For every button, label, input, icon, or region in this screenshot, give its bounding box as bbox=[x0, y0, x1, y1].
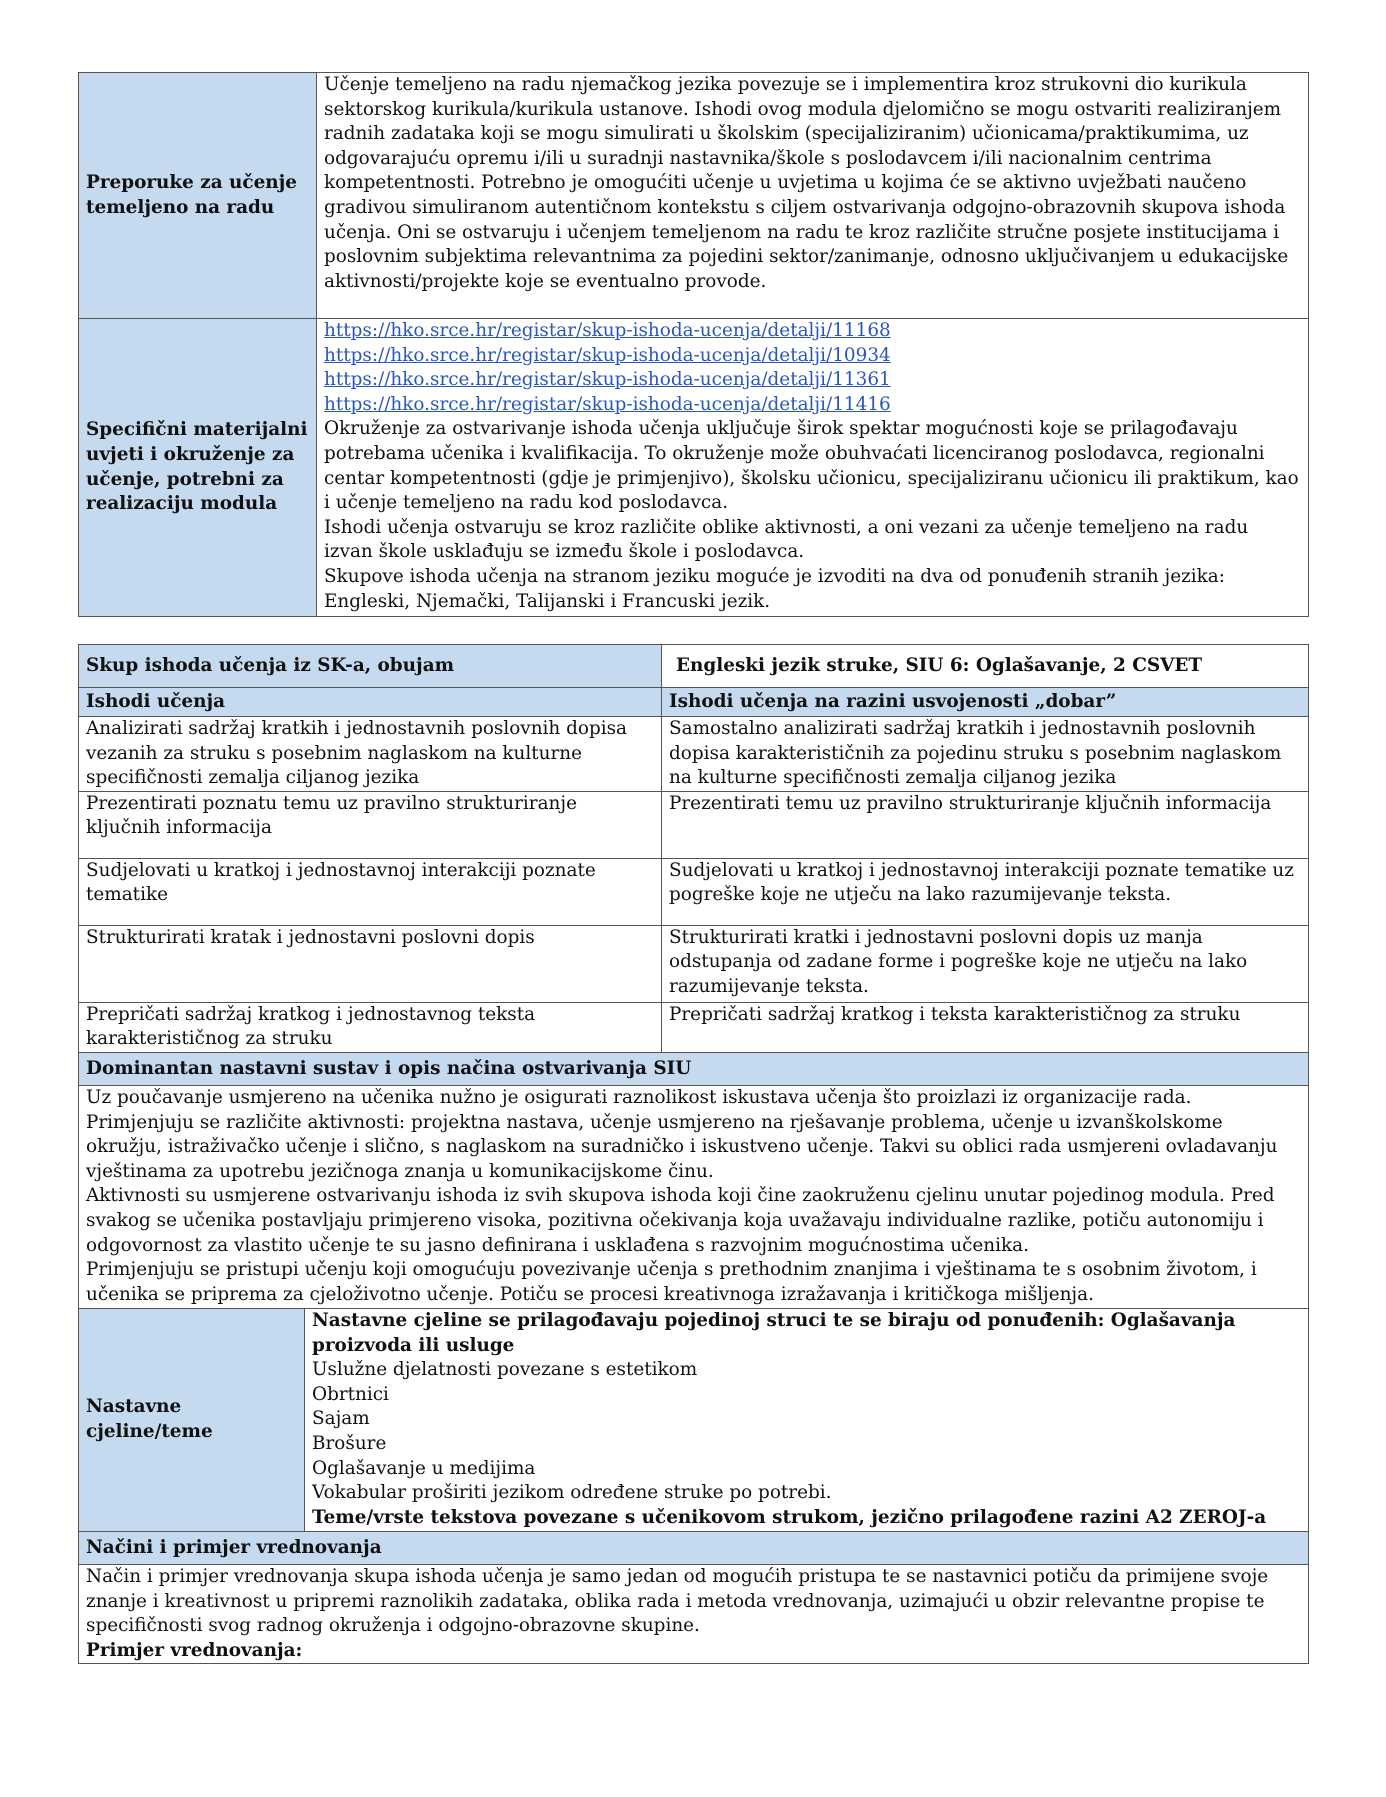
units-cell bbox=[305, 1308, 1309, 1531]
table-row bbox=[79, 319, 1309, 617]
recommendations-text: Učenje temeljeno na radu njemačkog jezika povezuje se i implementira kroz strukovni dio kurikula sektorskog kurikula/kurikula ustanove. Ishodi ovog modula djelomično se mogu ostvariti realiziranjem radnih zadataka koji se mogu simulirati u školskim (specijaliziranim) učionicama/praktikumima, uz odgovarajuću opremu i/ili u suradnji nastavnika/škole s poslodavcem i/ili nacionalnim centrima kompetentnosti. Potrebno je omogućiti učenje u uvjetima u kojima će se aktivno uvježbati naučeno gradivou simuliranom autentičnom kontekstu s ciljem ostvarivanja odgojno-obrazovnih skupova ishoda učenja. Oni se ostvaruju i učenjem temeljenom na radu te kroz različite stručne posjete institucijama i poslovnim subjektima relevantnima za pojedini sektor/zanimanje, odnosno uključivanjem u edukacijske aktivnosti/projekte koje se eventualno provode. bbox=[317, 73, 1309, 319]
units-label: Nastavne cjeline/teme bbox=[79, 1308, 305, 1531]
dominant-paragraph-1: Uz poučavanje usmjereno na učenika nužno je osigurati raznolikost iskustava učenja što proizlazi iz organizacije rada. Primjenjuju se različite aktivnosti: projektna nastava, učenje usmjereno na rješavanje problema, učenje u izvanškolskome okružju, istraživačko učenje i slično, s naglaskom na suradničko i iskustveno učenje. Takvi su oblici rada usmjereni ovladavanju vještinama za upotrebu jezičnoga znanja u komunikacijskome činu. bbox=[86, 1086, 1278, 1182]
table-row bbox=[79, 688, 1309, 717]
col-header-outcomes-good: Ishodi učenja na razini usvojenosti „dobar” bbox=[662, 688, 1309, 717]
dominant-system-cell bbox=[79, 1085, 1309, 1308]
work-based-learning-table bbox=[78, 72, 1309, 617]
environment-paragraph: Okruženje za ostvarivanje ishoda učenja uključuje širok spektar mogućnosti koje se prilagođavaju potrebama učenika i kvalifikacija. To okruženje može obuhvaćati licenciranog poslodavca, regionalni centar kompetentnosti (gdje je primjenjivo), školsku učionicu, specijaliziranu učionicu ili praktikum, kao i učenje temeljeno na radu kod poslodavca. bbox=[324, 418, 1299, 514]
languages-paragraph: Skupove ishoda učenja na stranom jeziku moguće je izvoditi na dva od ponuđenih stranih jezika: Engleski, Njemački, Talijanski i Francuski jezik. bbox=[324, 565, 1225, 612]
registry-link-4[interactable]: https://hko.srce.hr/registar/skup-ishoda-ucenja/detalji/11416 bbox=[324, 393, 891, 415]
registry-link-1[interactable]: https://hko.srce.hr/registar/skup-ishoda-ucenja/detalji/11168 bbox=[324, 320, 891, 341]
outcome-good-cell: Prepričati sadržaj kratkog i teksta karakterističnog za struku bbox=[662, 1002, 1309, 1052]
outcome-cell: Strukturirati kratak i jednostavni poslovni dopis bbox=[79, 925, 662, 1002]
registry-link-2[interactable]: https://hko.srce.hr/registar/skup-ishoda-ucenja/detalji/10934 bbox=[324, 344, 891, 366]
dominant-system-header: Dominantan nastavni sustav i opis načina ostvarivanja SIU bbox=[79, 1052, 1309, 1085]
outcome-cell: Prepričati sadržaj kratkog i jednostavnog teksta karakterističnog za struku bbox=[79, 1002, 662, 1052]
table-row bbox=[79, 1531, 1309, 1564]
material-conditions-cell bbox=[317, 319, 1309, 617]
outcome-cell: Sudjelovati u kratkoj i jednostavnoj interakciji poznate tematike bbox=[79, 858, 662, 925]
table-row bbox=[79, 1002, 1309, 1052]
table-row bbox=[79, 1564, 1309, 1663]
unit-item: Sajam bbox=[312, 1408, 370, 1430]
activities-paragraph: Ishodi učenja ostvaruju se kroz različite oblike aktivnosti, a oni vezani za učenje temeljeno na radu izvan škole usklađuju se između škole i poslodavca. bbox=[324, 516, 1249, 563]
units-outro: Teme/vrste tekstova povezane s učenikovom strukom, jezično prilagođene razini A2 ZEROJ-a bbox=[312, 1506, 1267, 1528]
col-header-outcomes: Ishodi učenja bbox=[79, 688, 662, 717]
evaluation-cell bbox=[79, 1564, 1309, 1663]
unit-item: Brošure bbox=[312, 1432, 387, 1454]
dominant-paragraph-2: Aktivnosti su usmjerene ostvarivanju ishoda iz svih skupova ishoda koji čine zaokruženu cjelinu unutar pojedinog modula. Pred svakog se učenika postavljaju primjereno visoka, pozitivna očekivanja koja uvažavaju individualne razlike, potiču autonomiju i odgovornost za vlastito učenje te su jasno definirana i usklađena s razvojnim mogućnostima učenika. bbox=[86, 1185, 1275, 1256]
table-row bbox=[79, 717, 1309, 792]
outcome-cell: Analizirati sadržaj kratkih i jednostavnih poslovnih dopisa vezanih za struku s posebnim naglaskom na kulturne specifičnosti zemalja ciljanog jezika bbox=[79, 717, 662, 792]
outcome-set-label: Skup ishoda učenja iz SK-a, obujam bbox=[79, 645, 662, 688]
table-row bbox=[79, 1308, 1309, 1531]
unit-item: Uslužne djelatnosti povezane s estetikom bbox=[312, 1359, 698, 1381]
unit-item: Vokabular proširiti jezikom određene struke po potrebi. bbox=[312, 1482, 832, 1504]
table-row bbox=[79, 1085, 1309, 1308]
dominant-paragraph-3: Primjenjuju se pristupi učenju koji omogućuju povezivanje učenja s prethodnim znanjima i vještinama te s osobnim životom, i učenika se priprema za cjeloživotno učenje. Potiču se procesi kreativnoga izražavanja i kritičkoga mišljenja. bbox=[86, 1259, 1257, 1305]
outcome-good-cell: Prezentirati temu uz pravilno strukturiranje ključnih informacija bbox=[662, 791, 1309, 858]
table-row bbox=[79, 73, 1309, 319]
registry-link-3[interactable]: https://hko.srce.hr/registar/skup-ishoda-ucenja/detalji/11361 bbox=[324, 369, 891, 391]
outcome-cell: Prezentirati poznatu temu uz pravilno strukturiranje ključnih informacija bbox=[79, 791, 662, 858]
evaluation-text: Način i primjer vrednovanja skupa ishoda učenja je samo jedan od mogućih pristupa te se nastavnici potiču da primijene svoje znanje i kreativnost u pripremi raznolikih zadataka, oblika rada i metoda vrednovanja, uzimajući u obzir relevantne propise te specifičnosti svog radnog okruženja i odgojno-obrazovne skupine. bbox=[86, 1565, 1269, 1637]
row-label-material-conditions: Specifični materijalni uvjeti i okruženje za učenje, potrebni za realizaciju modula bbox=[79, 319, 317, 617]
outcome-set-title: Engleski jezik struke, SIU 6: Oglašavanje, 2 CSVET bbox=[662, 645, 1309, 688]
table-row bbox=[79, 1052, 1309, 1085]
row-label-recommendations: Preporuke za učenje temeljeno na radu bbox=[79, 73, 317, 319]
outcome-good-cell: Samostalno analizirati sadržaj kratkih i jednostavnih poslovnih dopisa karakterističnih za pojedinu struku s posebnim naglaskom na kulturne specifičnosti zemalja ciljanog jezika bbox=[662, 717, 1309, 792]
evaluation-example-label: Primjer vrednovanja: bbox=[86, 1639, 303, 1661]
table-row bbox=[79, 858, 1309, 925]
units-intro: Nastavne cjeline se prilagođavaju pojedinoj struci te se biraju od ponuđenih: Oglašavanja proizvoda ili usluge bbox=[312, 1309, 1236, 1356]
unit-item: Oglašavanje u medijima bbox=[312, 1457, 536, 1479]
unit-item: Obrtnici bbox=[312, 1383, 389, 1405]
evaluation-header: Načini i primjer vrednovanja bbox=[79, 1531, 1309, 1564]
table-row bbox=[79, 925, 1309, 1002]
table-row bbox=[79, 791, 1309, 858]
outcome-good-cell: Sudjelovati u kratkoj i jednostavnoj interakciji poznate tematike uz pogreške koje ne utječu na lako razumijevanje teksta. bbox=[662, 858, 1309, 925]
learning-outcomes-table bbox=[78, 644, 1309, 1664]
outcome-good-cell: Strukturirati kratki i jednostavni poslovni dopis uz manja odstupanja od zadane forme i pogreške koje ne utječu na lako razumijevanje teksta. bbox=[662, 925, 1309, 1002]
table-row bbox=[79, 645, 1309, 688]
